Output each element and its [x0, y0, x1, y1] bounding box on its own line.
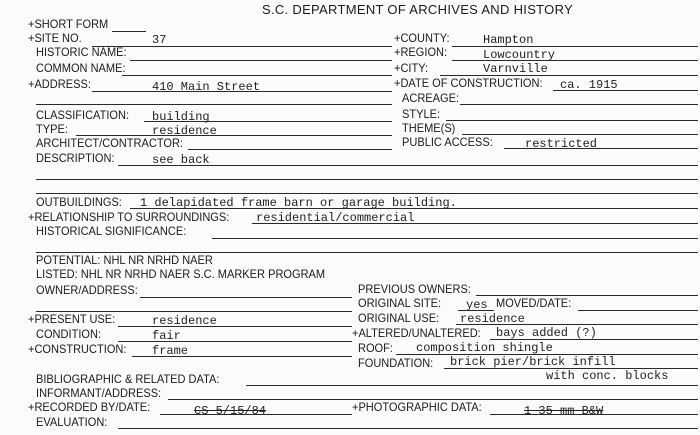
date-construction-label: +DATE OF CONSTRUCTION:	[394, 76, 543, 90]
historical-significance-label: HISTORICAL SIGNIFICANCE:	[36, 224, 187, 238]
altered-value: bays added (?)	[496, 326, 597, 340]
foundation-label: FOUNDATION:	[358, 356, 434, 370]
photographic-value: 1 35 mm B&W	[524, 404, 604, 418]
construction-line[interactable]	[132, 356, 352, 357]
original-use-value: residence	[460, 312, 525, 326]
description-value: see back	[152, 153, 210, 167]
recorded-by-label: +RECORDED BY/DATE:	[28, 400, 151, 414]
county-line[interactable]	[452, 46, 698, 47]
description-line-1[interactable]	[118, 165, 698, 166]
outbuildings-label: OUTBUILDINGS:	[36, 195, 122, 209]
relationship-label: +RELATIONSHIP TO SURROUNDINGS:	[28, 210, 230, 224]
form-title: S.C. DEPARTMENT OF ARCHIVES AND HISTORY	[262, 2, 574, 17]
outbuildings-line[interactable]	[130, 208, 698, 209]
bibliographic-line[interactable]	[246, 385, 698, 386]
evaluation-line[interactable]	[118, 428, 698, 429]
historic-name-line[interactable]	[130, 60, 392, 61]
original-site-label: ORIGINAL SITE:	[358, 296, 442, 310]
themes-label: THEME(S)	[402, 121, 456, 135]
city-label: +CITY:	[394, 61, 429, 75]
type-value: residence	[152, 124, 217, 138]
relationship-value: residential/commercial	[256, 211, 415, 225]
common-name-label: COMMON NAME:	[36, 61, 126, 75]
present-use-line[interactable]	[118, 326, 352, 327]
construction-label: +CONSTRUCTION:	[28, 342, 127, 356]
listed-label: LISTED: NHL NR NRHD NAER S.C. MARKER PROGRAM	[36, 267, 326, 281]
owner-address-line[interactable]	[140, 297, 352, 298]
moved-date-label: MOVED/DATE:	[496, 296, 572, 310]
original-site-value: yes	[466, 298, 488, 312]
architect-line[interactable]	[188, 149, 392, 150]
bibliographic-label: BIBLIOGRAPHIC & RELATED DATA:	[36, 372, 220, 386]
short-form-line[interactable]	[112, 31, 146, 32]
city-value: Varnville	[483, 62, 548, 76]
address-value: 410 Main Street	[152, 80, 261, 94]
recorded-by-value: CS 5/15/84	[194, 404, 267, 418]
relationship-line[interactable]	[252, 223, 698, 224]
historic-name-label: HISTORIC NAME:	[36, 45, 127, 59]
condition-label: CONDITION:	[36, 327, 102, 341]
address-line[interactable]	[92, 91, 392, 92]
classification-label: CLASSIFICATION:	[36, 108, 130, 122]
potential-label: POTENTIAL: NHL NR NRHD NAER	[36, 253, 213, 267]
region-label: +REGION:	[394, 45, 448, 59]
date-construction-value: ca. 1915	[560, 78, 618, 92]
description-line-3[interactable]	[36, 193, 698, 194]
altered-label: +ALTERED/UNALTERED:	[352, 326, 481, 340]
architect-label: ARCHITECT/CONTRACTOR:	[36, 136, 183, 150]
public-access-value: restricted	[525, 137, 598, 151]
recorded-by-line[interactable]	[160, 414, 352, 415]
region-value: Lowcountry	[483, 48, 556, 62]
themes-line[interactable]	[462, 134, 698, 135]
present-use-value: residence	[152, 314, 217, 328]
public-access-label: PUBLIC ACCESS:	[402, 135, 493, 149]
condition-line[interactable]	[118, 341, 352, 342]
address-label: +ADDRESS:	[28, 77, 91, 91]
date-construction-line[interactable]	[553, 90, 698, 91]
acreage-label: ACREAGE:	[402, 91, 460, 105]
county-label: +COUNTY:	[394, 31, 450, 45]
site-no-line[interactable]	[92, 46, 392, 47]
roof-label: ROOF:	[358, 341, 393, 355]
site-no-label: +SITE NO.	[28, 31, 82, 45]
owner-address-label: OWNER/ADDRESS:	[36, 283, 138, 297]
original-site-line[interactable]	[458, 310, 494, 311]
construction-value: frame	[152, 344, 189, 358]
description-line-2[interactable]	[36, 179, 698, 180]
moved-date-line[interactable]	[578, 310, 698, 311]
altered-line[interactable]	[490, 339, 698, 340]
photographic-line[interactable]	[490, 414, 698, 415]
evaluation-label: EVALUATION:	[36, 415, 108, 429]
style-label: STYLE:	[402, 107, 441, 121]
original-use-line[interactable]	[456, 324, 698, 325]
classification-value: building	[152, 110, 210, 124]
informant-label: INFORMANT/ADDRESS:	[36, 386, 162, 400]
description-label: DESCRIPTION:	[36, 151, 115, 165]
site-no-value: 37	[152, 33, 167, 47]
original-use-label: ORIGINAL USE:	[358, 311, 440, 325]
region-line[interactable]	[452, 60, 698, 61]
condition-value: fair	[152, 329, 181, 343]
classification-line[interactable]	[144, 121, 392, 122]
acreage-line[interactable]	[460, 104, 698, 105]
type-label: TYPE:	[36, 122, 68, 136]
common-name-line[interactable]	[122, 75, 392, 76]
present-use-label: +PRESENT USE:	[28, 312, 116, 326]
outbuildings-value: 1 delapidated frame barn or garage building.	[140, 196, 457, 210]
previous-owners-label: PREVIOUS OWNERS:	[358, 282, 471, 296]
foundation-value-2: with conc. blocks	[546, 369, 669, 383]
county-value: Hampton	[483, 33, 534, 47]
photographic-label: +PHOTOGRAPHIC DATA:	[352, 400, 482, 414]
roof-value: composition shingle	[416, 341, 553, 355]
foundation-value-1: brick pier/brick infill	[450, 355, 616, 369]
historical-significance-line-1[interactable]	[212, 238, 698, 239]
blank-line-1[interactable]	[36, 104, 392, 105]
style-line[interactable]	[446, 120, 698, 121]
short-form-label: +SHORT FORM	[28, 17, 109, 31]
public-access-line[interactable]	[504, 148, 698, 149]
